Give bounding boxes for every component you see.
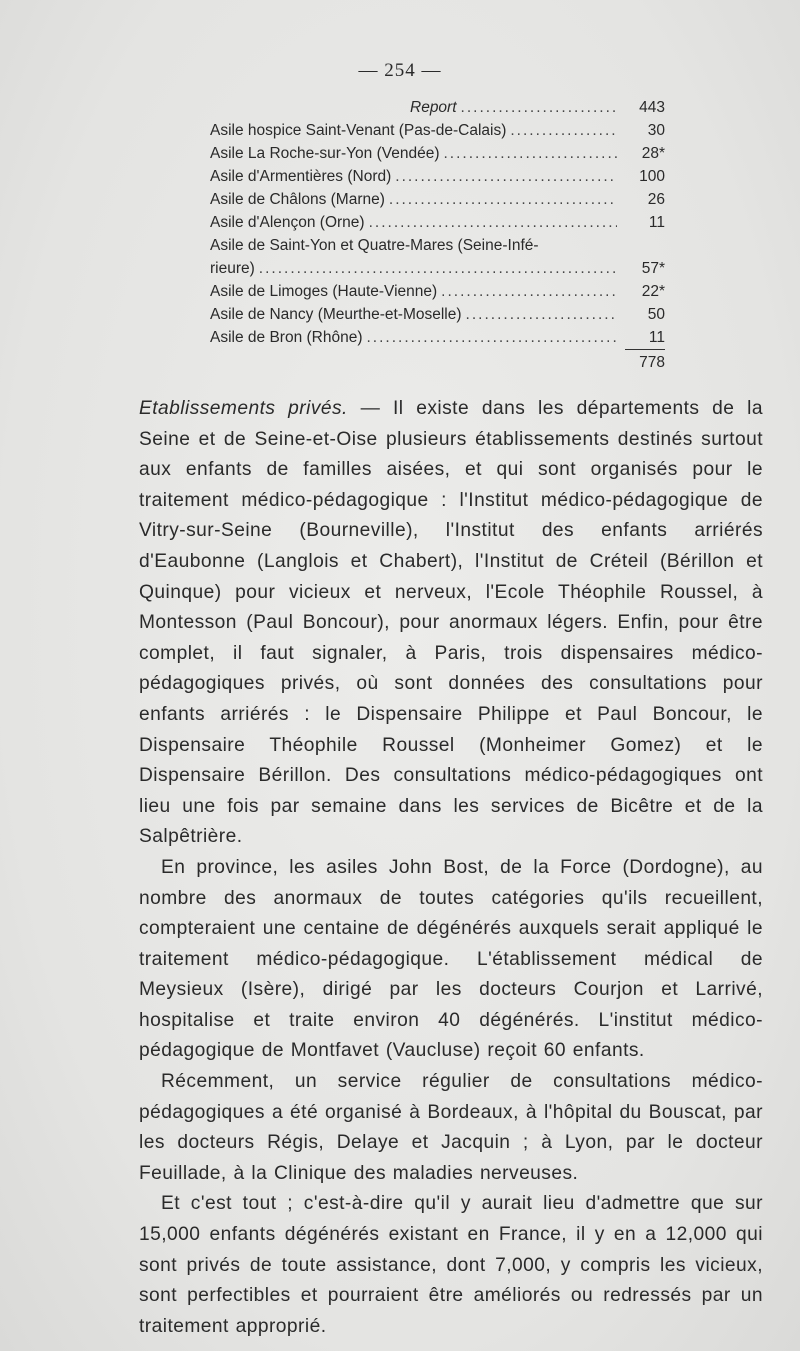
row-label: Asile de Nancy (Meurthe-et-Moselle) [210, 306, 462, 323]
section-heading: Etablissements privés. [139, 398, 348, 419]
row-label: rieure) [210, 260, 255, 277]
paragraph-text: Récemment, un service régulier de consultations médico-pédagogiques a été organisé à Bordeaux, à l'hôpital du Bouscat, par les docteurs Régis, Delaye et Jacquin ; à Lyon, par le docteur Feuillade, à la Clinique des maladies nerveuses. [139, 1071, 763, 1184]
row-count: 11 [648, 329, 665, 346]
row-label: Asile d'Armentières (Nord) [210, 168, 392, 185]
leader-dots [369, 211, 617, 234]
table-row [210, 303, 665, 326]
paragraph-text: En province, les asiles John Bost, de la Force (Dordogne), au nombre des anormaux de toutes catégories qu'ils recueillent, compteraient une centaine de dégénérés auxquels serait appliqué le traitement médico-pédagogique. L'établissement médical de Meysieux (Isère), dirigé par les docteurs Courjon et Larrivé, hospitalise et traite environ 40 dégénérés. L'institut médico-pédagogique de Montfavet (Vaucluse) reçoit 60 enfants. [139, 856, 763, 1062]
row-label: Asile hospice Saint-Venant (Pas-de-Calais) [210, 122, 507, 139]
table-total: 778 [639, 354, 665, 371]
row-count: 28* [641, 145, 665, 162]
table-row [210, 257, 665, 280]
sum-rule [625, 349, 665, 350]
row-label: Asile de Châlons (Marne) [210, 191, 385, 208]
paragraph-text: — Il existe dans les départements de la Seine et de Seine-et-Oise plusieurs établissements destinés surtout aux enfants de familles aisées, et qui sont organisés pour le traitement médico-pédagogique : l'Institut médico-pédagogique de Vitry-sur-Seine (Bourneville), l'Institut des enfants arriérés d'Eaubonne (Langlois et Chabert), l'Institut de Créteil (Bérillon et Quinque) pour vicieux et nerveux, l'Ecole Théophile Roussel, à Montesson (Paul Boncour), pour anormaux légers. Enfin, pour être complet, il faut signaler, à Paris, trois dispensaires médico-pédagogiques privés, où sont données des consultations pour enfants arriérés : le Dispensaire Philippe et Paul Boncour, le Dispensaire Théophile Roussel (Monheimer Gomez) et le Dispensaire Bérillon. Des consultations médico-pédagogiques ont lieu une fois par semaine dans les services de Bicêtre et de la Salpêtrière. [139, 398, 763, 848]
asylum-table [210, 96, 665, 374]
table-row [210, 165, 665, 188]
leader-dots [466, 303, 617, 326]
table-row [210, 96, 665, 119]
row-count: 50 [647, 306, 665, 323]
row-count: 57* [641, 260, 665, 277]
row-count: 26 [647, 191, 665, 208]
row-label: Asile La Roche-sur-Yon (Vendée) [210, 145, 440, 162]
row-label: Asile d'Alençon (Orne) [210, 214, 365, 231]
paragraph [139, 853, 763, 1067]
row-count: 11 [648, 214, 665, 231]
leader-dots [367, 326, 618, 349]
row-count: 443 [639, 99, 665, 116]
body-text [139, 394, 763, 1342]
row-label: Asile de Saint-Yon et Quatre-Mares (Seine-Infé- [210, 237, 539, 254]
table-row [210, 188, 665, 211]
paragraph [139, 1189, 763, 1342]
paragraph-text: Et c'est tout ; c'est-à-dire qu'il y aurait lieu d'admettre que sur 15,000 enfants dégénérés existant en France, il y en a 12,000 qui sont privés de toute assistance, dont 7,000, y compris les vicieux, sont perfectibles et pourraient être améliorés ou redressés par un traitement approprié. [139, 1193, 763, 1337]
table-row [210, 211, 665, 234]
leader-dots [443, 142, 617, 165]
leader-dots [510, 119, 617, 142]
row-label: Report [410, 99, 457, 116]
row-label: Asile de Limoges (Haute-Vienne) [210, 283, 438, 300]
table-row [210, 119, 665, 142]
table-row [210, 142, 665, 165]
page-number: — 254 — [358, 60, 442, 81]
leader-dots [395, 165, 617, 188]
row-count: 30 [647, 122, 665, 139]
leader-dots [441, 280, 617, 303]
paragraph [139, 1067, 763, 1189]
row-label: Asile de Bron (Rhône) [210, 329, 363, 346]
leader-dots [259, 257, 617, 280]
table-row [210, 280, 665, 303]
table-row [210, 326, 665, 349]
paragraph [139, 394, 763, 853]
leader-dots [461, 96, 617, 119]
table-row [210, 234, 665, 257]
row-count: 100 [639, 168, 665, 185]
leader-dots [389, 188, 617, 211]
row-count: 22* [641, 283, 665, 300]
